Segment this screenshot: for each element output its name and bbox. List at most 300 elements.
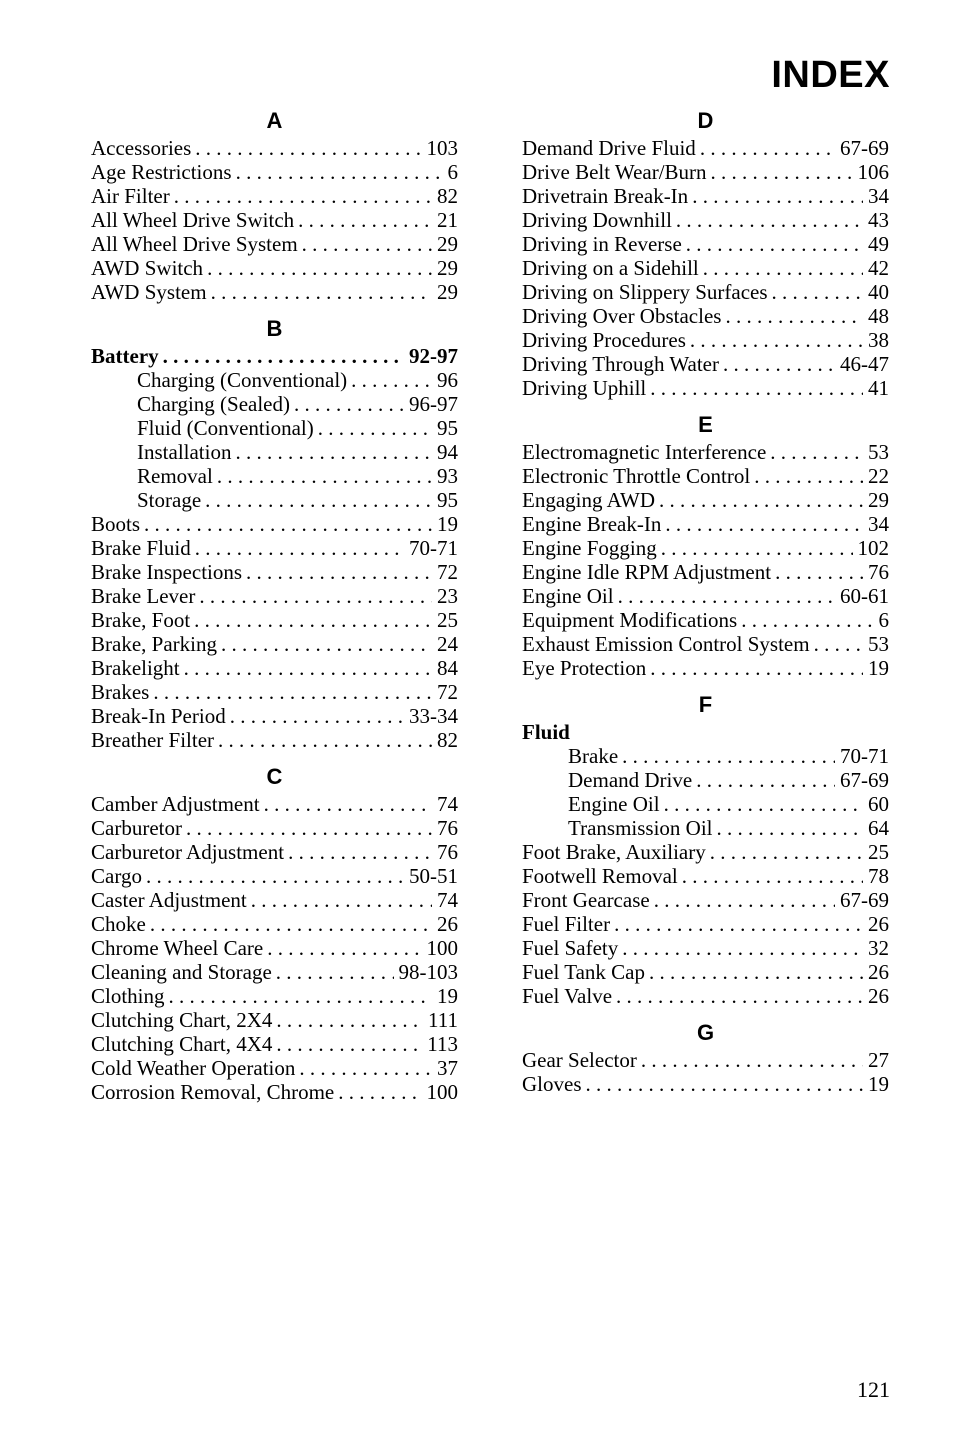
- index-entry: [91, 208, 458, 232]
- index-entry: [522, 136, 889, 160]
- index-section: [522, 1018, 889, 1096]
- index-entry: [522, 608, 889, 632]
- entry-page: 76: [868, 560, 889, 584]
- entry-page: 49: [868, 232, 889, 256]
- index-entry: [91, 912, 458, 936]
- entry-page: 96: [437, 368, 458, 392]
- dot-leader: [692, 184, 863, 208]
- index-entry: [522, 184, 889, 208]
- dot-leader: [218, 728, 432, 752]
- entry-term: Brakelight: [91, 656, 180, 680]
- dot-leader: [770, 440, 863, 464]
- dot-leader: [163, 344, 404, 368]
- entry-page: 33-34: [409, 704, 458, 728]
- entry-term: Fuel Filter: [522, 912, 611, 936]
- index-entry: [91, 584, 458, 608]
- dot-leader: [294, 392, 404, 416]
- entry-page: 103: [426, 136, 458, 160]
- entry-page: 23: [437, 584, 458, 608]
- entry-page: 24: [437, 632, 458, 656]
- dot-leader: [221, 632, 432, 656]
- entry-page: 98-103: [398, 960, 458, 984]
- section-gap: [522, 680, 889, 690]
- entry-page: 111: [428, 1008, 458, 1032]
- dot-leader: [169, 984, 432, 1008]
- dot-leader: [230, 704, 404, 728]
- entry-page: 27: [868, 1048, 889, 1072]
- entry-term: Clothing: [91, 984, 165, 1008]
- dot-leader: [276, 960, 394, 984]
- index-entry: [522, 656, 889, 680]
- entry-term: All Wheel Drive System: [91, 232, 298, 256]
- entry-term: Fluid (Conventional): [137, 416, 314, 440]
- entry-term: Demand Drive Fluid: [522, 136, 696, 160]
- entry-term: Driving Uphill: [522, 376, 647, 400]
- dot-leader: [690, 328, 863, 352]
- section-letter: G: [696, 1020, 715, 1045]
- entry-page: 37: [437, 1056, 458, 1080]
- entry-term: Driving Procedures: [522, 328, 686, 352]
- dot-leader: [650, 376, 863, 400]
- index-entry: [91, 888, 458, 912]
- dot-leader: [814, 632, 863, 656]
- entry-term: Brake, Foot: [91, 608, 191, 632]
- entry-page: 82: [437, 728, 458, 752]
- dot-leader: [184, 656, 432, 680]
- index-entry: [522, 328, 889, 352]
- section-letter: C: [266, 764, 283, 789]
- entry-term: Gloves: [522, 1072, 582, 1096]
- entry-page: 46-47: [840, 352, 889, 376]
- dot-leader: [211, 280, 432, 304]
- dot-leader: [723, 352, 835, 376]
- dot-leader: [717, 816, 863, 840]
- entry-term: Engine Oil: [568, 792, 660, 816]
- index-subentry: [91, 440, 458, 464]
- entry-page: 50-51: [409, 864, 458, 888]
- index-section: [91, 762, 458, 1104]
- entry-page: 74: [437, 792, 458, 816]
- dot-leader: [267, 936, 421, 960]
- index-entry: [91, 816, 458, 840]
- index-subentry: [91, 416, 458, 440]
- entry-page: 19: [868, 656, 889, 680]
- entry-page: 6: [447, 160, 458, 184]
- index-entry: [522, 464, 889, 488]
- index-entry: [522, 160, 889, 184]
- entry-page: 34: [868, 512, 889, 536]
- entry-page: 82: [437, 184, 458, 208]
- entry-term: Driving in Reverse: [522, 232, 682, 256]
- section-letter: F: [698, 692, 713, 717]
- entry-term: Chrome Wheel Care: [91, 936, 264, 960]
- index-entry: [522, 936, 889, 960]
- entry-page: 41: [868, 376, 889, 400]
- entry-page: 26: [437, 912, 458, 936]
- dot-leader: [659, 488, 863, 512]
- entry-page: 60-61: [840, 584, 889, 608]
- entry-page: 40: [868, 280, 889, 304]
- dot-leader: [144, 512, 432, 536]
- dot-leader: [741, 608, 873, 632]
- entry-term: Charging (Sealed): [137, 392, 290, 416]
- index-subentry: [91, 488, 458, 512]
- page-number: 121: [857, 1377, 890, 1402]
- entry-page: 64: [868, 816, 889, 840]
- dot-leader: [146, 864, 404, 888]
- entry-page: 70-71: [840, 744, 889, 768]
- index-entry: [91, 1056, 458, 1080]
- index-entry: [522, 912, 889, 936]
- entry-page: 67-69: [840, 768, 889, 792]
- entry-term: Engaging AWD: [522, 488, 656, 512]
- index-entry: [522, 888, 889, 912]
- entry-term: Caster Adjustment: [91, 888, 247, 912]
- entry-page: 100: [426, 936, 458, 960]
- entry-page: 48: [868, 304, 889, 328]
- index-entry: [91, 632, 458, 656]
- entry-term: Carburetor Adjustment: [91, 840, 285, 864]
- entry-term: Brake: [568, 744, 619, 768]
- index-entry: [91, 560, 458, 584]
- index-entry: [91, 1008, 458, 1032]
- entry-page: 84: [437, 656, 458, 680]
- entry-term: Accessories: [91, 136, 192, 160]
- dot-leader: [251, 888, 432, 912]
- entry-term: Front Gearcase: [522, 888, 650, 912]
- index-section: [91, 106, 458, 314]
- dot-leader: [195, 536, 404, 560]
- entry-term: Removal: [137, 464, 213, 488]
- index-entry: [522, 440, 889, 464]
- index-entry: [91, 840, 458, 864]
- dot-leader: [710, 840, 863, 864]
- dot-leader: [654, 888, 835, 912]
- entry-term: Age Restrictions: [91, 160, 232, 184]
- index-entry: [91, 984, 458, 1008]
- dot-leader: [676, 208, 863, 232]
- index-entry: [91, 608, 458, 632]
- entry-page: 22: [868, 464, 889, 488]
- index-entry: [522, 280, 889, 304]
- entry-page: 29: [437, 256, 458, 280]
- index-entry: [91, 184, 458, 208]
- index-entry: [91, 512, 458, 536]
- entry-term: Engine Break-In: [522, 512, 662, 536]
- entry-page: 6: [878, 608, 889, 632]
- index-entry: [91, 936, 458, 960]
- section-gap: [91, 752, 458, 762]
- entry-term: All Wheel Drive Switch: [91, 208, 295, 232]
- dot-leader: [153, 680, 432, 704]
- entry-term: Eye Protection: [522, 656, 647, 680]
- entry-page: 113: [427, 1032, 458, 1056]
- dot-leader: [614, 912, 863, 936]
- index-column-right: [522, 106, 889, 1096]
- dot-leader: [276, 1032, 422, 1056]
- entry-term: Air Filter: [91, 184, 170, 208]
- index-entry: [91, 536, 458, 560]
- entry-page: 93: [437, 464, 458, 488]
- index-entry: [522, 632, 889, 656]
- entry-term: Clutching Chart, 4X4: [91, 1032, 273, 1056]
- entry-page: 67-69: [840, 888, 889, 912]
- entry-page: 67-69: [840, 136, 889, 160]
- dot-leader: [174, 184, 432, 208]
- index-entry: [522, 960, 889, 984]
- index-subentry: [522, 792, 889, 816]
- entry-page: 78: [868, 864, 889, 888]
- index-entry: [91, 232, 458, 256]
- index-entry: [91, 704, 458, 728]
- index-entry: [91, 864, 458, 888]
- dot-leader: [276, 1008, 423, 1032]
- dot-leader: [236, 160, 443, 184]
- index-entry: [91, 656, 458, 680]
- entry-term: Installation: [137, 440, 232, 464]
- index-entry: [522, 256, 889, 280]
- index-subentry: [522, 816, 889, 840]
- dot-leader: [696, 768, 835, 792]
- section-gap: [522, 1008, 889, 1018]
- dot-leader: [205, 488, 432, 512]
- entry-page: 94: [437, 440, 458, 464]
- dot-leader: [622, 936, 863, 960]
- dot-leader: [686, 232, 863, 256]
- dot-leader: [700, 136, 835, 160]
- entry-page: 74: [437, 888, 458, 912]
- dot-leader: [195, 136, 421, 160]
- index-section: [522, 690, 889, 1018]
- entry-term: Driving Through Water: [522, 352, 719, 376]
- index-subentry: [91, 368, 458, 392]
- index-entry: [522, 536, 889, 560]
- entry-term: Engine Fogging: [522, 536, 657, 560]
- dot-leader: [664, 792, 863, 816]
- page-title: INDEX: [771, 54, 890, 96]
- index-entry: [522, 352, 889, 376]
- entry-term: Electronic Throttle Control: [522, 464, 751, 488]
- entry-term: Battery: [91, 344, 159, 368]
- entry-term: Break-In Period: [91, 704, 226, 728]
- entry-page: 102: [857, 536, 889, 560]
- index-entry: [91, 344, 458, 368]
- dot-leader: [616, 984, 863, 1008]
- entry-page: 96-97: [409, 392, 458, 416]
- entry-term: Boots: [91, 512, 141, 536]
- section-letter: D: [697, 108, 714, 133]
- entry-page: 25: [437, 608, 458, 632]
- section-gap: [522, 400, 889, 410]
- entry-page: 72: [437, 680, 458, 704]
- dot-leader: [703, 256, 863, 280]
- index-entry: [522, 376, 889, 400]
- entry-page: 100: [426, 1080, 458, 1104]
- entry-page: 106: [857, 160, 889, 184]
- dot-leader: [711, 160, 853, 184]
- dot-leader: [586, 1072, 864, 1096]
- entry-page: 29: [437, 280, 458, 304]
- dot-leader: [199, 584, 432, 608]
- entry-page: 19: [437, 984, 458, 1008]
- entry-term: Driving on Slippery Surfaces: [522, 280, 768, 304]
- entry-term: Cold Weather Operation: [91, 1056, 296, 1080]
- entry-page: 19: [437, 512, 458, 536]
- entry-term: Demand Drive: [568, 768, 693, 792]
- index-section: [522, 106, 889, 410]
- index-entry: [522, 232, 889, 256]
- index-entry: [522, 512, 889, 536]
- dot-leader: [661, 536, 853, 560]
- section-letter: B: [266, 316, 283, 341]
- entry-term: Electromagnetic Interference: [522, 440, 767, 464]
- entry-term: Breather Filter: [91, 728, 215, 752]
- index-entry: [522, 984, 889, 1008]
- entry-term: Fluid: [522, 720, 570, 744]
- entry-term: Engine Oil: [522, 584, 614, 608]
- entry-page: 72: [437, 560, 458, 584]
- dot-leader: [264, 792, 432, 816]
- dot-leader: [194, 608, 432, 632]
- dot-leader: [246, 560, 432, 584]
- entry-term: Brake Inspections: [91, 560, 243, 584]
- entry-term: Brake, Parking: [91, 632, 217, 656]
- dot-leader: [288, 840, 432, 864]
- entry-term: Brake Lever: [91, 584, 196, 608]
- dot-leader: [298, 208, 432, 232]
- index-entry: [91, 1032, 458, 1056]
- entry-term: Fuel Tank Cap: [522, 960, 645, 984]
- entry-page: 95: [437, 488, 458, 512]
- entry-term: Choke: [91, 912, 146, 936]
- index-subentry: [91, 392, 458, 416]
- entry-page: 76: [437, 840, 458, 864]
- entry-page: 29: [868, 488, 889, 512]
- index-entry: [522, 1048, 889, 1072]
- entry-page: 43: [868, 208, 889, 232]
- entry-term: Brake Fluid: [91, 536, 191, 560]
- entry-term: Gear Selector: [522, 1048, 637, 1072]
- index-entry: [522, 840, 889, 864]
- index-entry: [522, 304, 889, 328]
- dot-leader: [235, 440, 432, 464]
- dot-leader: [618, 584, 835, 608]
- entry-page: 95: [437, 416, 458, 440]
- index-subentry: [522, 768, 889, 792]
- entry-term: Footwell Removal: [522, 864, 678, 888]
- index-entry: [91, 280, 458, 304]
- index-subentry: [522, 744, 889, 768]
- dot-leader: [725, 304, 863, 328]
- entry-term: Corrosion Removal, Chrome: [91, 1080, 335, 1104]
- entry-term: Cleaning and Storage: [91, 960, 272, 984]
- dot-leader: [217, 464, 432, 488]
- entry-page: 29: [437, 232, 458, 256]
- section-gap: [91, 304, 458, 314]
- entry-term: Foot Brake, Auxiliary: [522, 840, 706, 864]
- entry-term: Cargo: [91, 864, 142, 888]
- dot-leader: [649, 960, 863, 984]
- dot-leader: [318, 416, 432, 440]
- index-subentry: [91, 464, 458, 488]
- index-entry: [522, 560, 889, 584]
- index-entry: [522, 208, 889, 232]
- index-entry: [91, 960, 458, 984]
- index-entry: [522, 584, 889, 608]
- entry-page: 19: [868, 1072, 889, 1096]
- entry-term: Engine Idle RPM Adjustment: [522, 560, 772, 584]
- entry-term: Charging (Conventional): [137, 368, 348, 392]
- entry-term: Transmission Oil: [568, 816, 713, 840]
- dot-leader: [207, 256, 432, 280]
- index-entry: [522, 720, 889, 744]
- entry-term: Fuel Valve: [522, 984, 613, 1008]
- entry-term: Drive Belt Wear/Burn: [522, 160, 707, 184]
- index-column-left: [91, 106, 458, 1104]
- entry-term: Drivetrain Break-In: [522, 184, 689, 208]
- entry-page: 26: [868, 960, 889, 984]
- dot-leader: [622, 744, 835, 768]
- entry-term: Equipment Modifications: [522, 608, 738, 632]
- entry-page: 26: [868, 912, 889, 936]
- dot-leader: [772, 280, 863, 304]
- index-entry: [91, 792, 458, 816]
- entry-page: 32: [868, 936, 889, 960]
- entry-page: 38: [868, 328, 889, 352]
- dot-leader: [665, 512, 863, 536]
- dot-leader: [754, 464, 863, 488]
- entry-term: Fuel Safety: [522, 936, 619, 960]
- entry-page: 76: [437, 816, 458, 840]
- index-entry: [522, 864, 889, 888]
- entry-page: 26: [868, 984, 889, 1008]
- index-entry: [91, 256, 458, 280]
- index-section: [91, 314, 458, 762]
- index-entry: [91, 728, 458, 752]
- index-entry: [91, 160, 458, 184]
- entry-page: 60: [868, 792, 889, 816]
- index-entry: [91, 1080, 458, 1104]
- entry-term: Clutching Chart, 2X4: [91, 1008, 273, 1032]
- dot-leader: [150, 912, 432, 936]
- dot-leader: [641, 1048, 863, 1072]
- entry-term: Carburetor: [91, 816, 182, 840]
- section-letter: E: [698, 412, 713, 437]
- index-entry: [91, 136, 458, 160]
- dot-leader: [338, 1080, 421, 1104]
- entry-page: 42: [868, 256, 889, 280]
- dot-leader: [186, 816, 432, 840]
- entry-page: 70-71: [409, 536, 458, 560]
- entry-page: 21: [437, 208, 458, 232]
- index-section: [522, 410, 889, 690]
- entry-page: 34: [868, 184, 889, 208]
- index-entry: [522, 1072, 889, 1096]
- entry-term: Driving on a Sidehill: [522, 256, 699, 280]
- entry-page: 53: [868, 440, 889, 464]
- dot-leader: [682, 864, 863, 888]
- entry-term: Brakes: [91, 680, 150, 704]
- dot-leader: [351, 368, 432, 392]
- entry-page: 92-97: [409, 344, 458, 368]
- entry-term: Exhaust Emission Control System: [522, 632, 810, 656]
- dot-leader: [650, 656, 863, 680]
- index-entry: [91, 680, 458, 704]
- entry-term: AWD Switch: [91, 256, 204, 280]
- section-letter: A: [266, 108, 283, 133]
- entry-term: Driving Over Obstacles: [522, 304, 722, 328]
- entry-term: Storage: [137, 488, 202, 512]
